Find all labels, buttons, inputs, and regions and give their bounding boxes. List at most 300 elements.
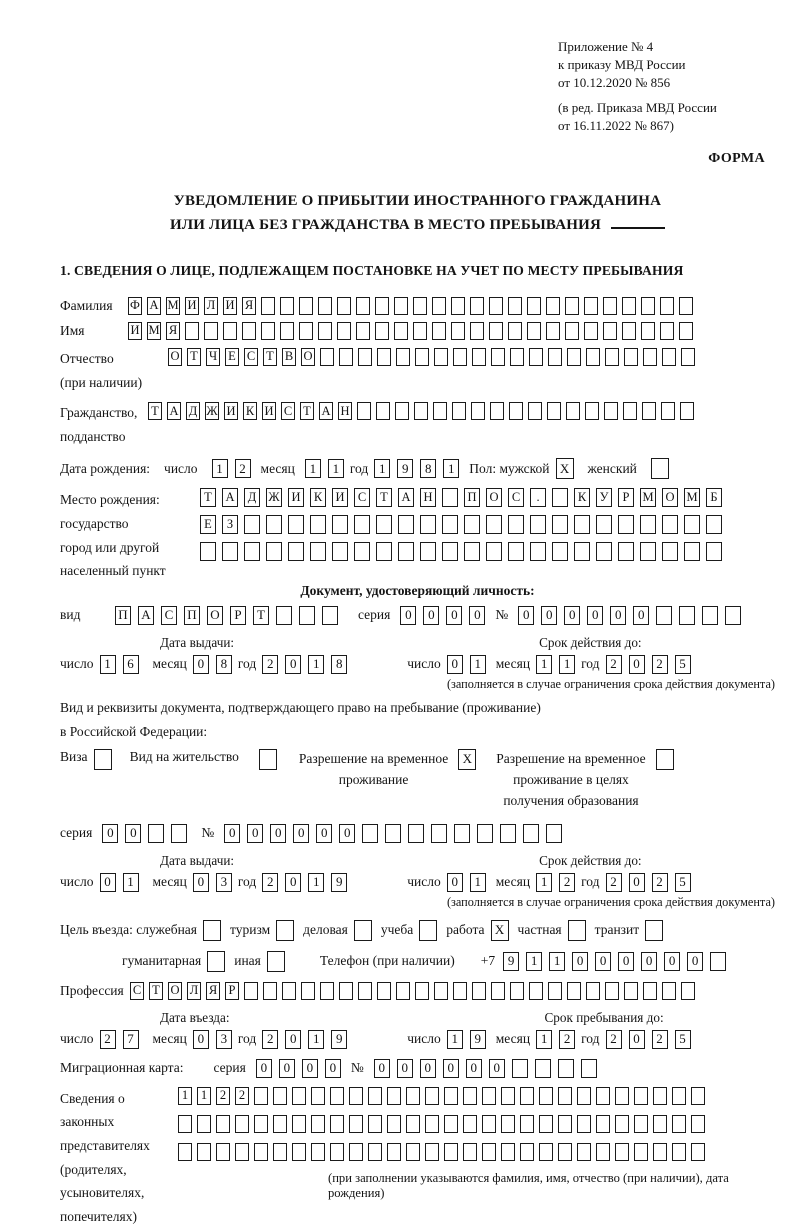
char-cell[interactable] bbox=[520, 1143, 534, 1161]
char-cell[interactable]: 2 bbox=[262, 873, 278, 892]
char-cell[interactable] bbox=[605, 348, 619, 366]
permit-expiry-month-input[interactable] bbox=[536, 873, 575, 892]
char-cell[interactable] bbox=[254, 1115, 268, 1133]
char-cell[interactable] bbox=[622, 322, 636, 340]
char-cell[interactable]: 2 bbox=[235, 1087, 249, 1105]
char-cell[interactable] bbox=[523, 824, 539, 843]
representatives-line2-input[interactable] bbox=[178, 1115, 705, 1133]
entry-year-input[interactable] bbox=[262, 1030, 347, 1049]
birth-place-line2-input[interactable] bbox=[200, 515, 722, 534]
permit-issue-month-input[interactable] bbox=[193, 873, 232, 892]
char-cell[interactable]: К bbox=[243, 402, 257, 420]
char-cell[interactable]: 0 bbox=[339, 824, 355, 843]
char-cell[interactable] bbox=[510, 982, 524, 1000]
char-cell[interactable]: С bbox=[244, 348, 258, 366]
char-cell[interactable]: Л bbox=[187, 982, 201, 1000]
char-cell[interactable] bbox=[653, 1143, 667, 1161]
char-cell[interactable] bbox=[452, 402, 466, 420]
char-cell[interactable] bbox=[585, 402, 599, 420]
char-cell[interactable] bbox=[356, 322, 370, 340]
char-cell[interactable]: 0 bbox=[193, 655, 209, 674]
char-cell[interactable]: С bbox=[354, 488, 370, 507]
char-cell[interactable] bbox=[634, 1115, 648, 1133]
char-cell[interactable] bbox=[470, 297, 484, 315]
residence-permit-checkbox[interactable] bbox=[259, 749, 277, 770]
char-cell[interactable] bbox=[548, 348, 562, 366]
char-cell[interactable] bbox=[332, 542, 348, 561]
char-cell[interactable]: 9 bbox=[331, 873, 347, 892]
char-cell[interactable] bbox=[710, 952, 726, 971]
char-cell[interactable]: Ф bbox=[128, 297, 142, 315]
stay-day-input[interactable] bbox=[447, 1030, 486, 1049]
char-cell[interactable]: 2 bbox=[606, 655, 622, 674]
char-cell[interactable] bbox=[640, 542, 656, 561]
char-cell[interactable] bbox=[547, 402, 561, 420]
char-cell[interactable] bbox=[337, 322, 351, 340]
char-cell[interactable]: 7 bbox=[123, 1030, 139, 1049]
char-cell[interactable] bbox=[546, 824, 562, 843]
char-cell[interactable] bbox=[354, 542, 370, 561]
char-cell[interactable]: 1 bbox=[197, 1087, 211, 1105]
char-cell[interactable] bbox=[691, 1143, 705, 1161]
char-cell[interactable]: 9 bbox=[503, 952, 519, 971]
char-cell[interactable]: 8 bbox=[216, 655, 232, 674]
char-cell[interactable]: 1 bbox=[100, 655, 116, 674]
char-cell[interactable] bbox=[490, 402, 504, 420]
char-cell[interactable]: Т bbox=[253, 606, 269, 625]
char-cell[interactable]: 0 bbox=[325, 1059, 341, 1078]
char-cell[interactable] bbox=[681, 982, 695, 1000]
char-cell[interactable]: М bbox=[640, 488, 656, 507]
char-cell[interactable] bbox=[642, 402, 656, 420]
char-cell[interactable]: Я bbox=[206, 982, 220, 1000]
char-cell[interactable]: 0 bbox=[270, 824, 286, 843]
id-expiry-day-input[interactable] bbox=[447, 655, 486, 674]
birth-day-input[interactable] bbox=[212, 459, 251, 478]
char-cell[interactable] bbox=[425, 1143, 439, 1161]
char-cell[interactable]: 1 bbox=[559, 655, 575, 674]
char-cell[interactable]: Т bbox=[187, 348, 201, 366]
purpose-official-checkbox[interactable] bbox=[203, 920, 221, 941]
char-cell[interactable] bbox=[463, 1115, 477, 1133]
char-cell[interactable] bbox=[489, 297, 503, 315]
char-cell[interactable] bbox=[292, 1143, 306, 1161]
char-cell[interactable]: 0 bbox=[316, 824, 332, 843]
char-cell[interactable]: 0 bbox=[633, 606, 649, 625]
char-cell[interactable]: 0 bbox=[247, 824, 263, 843]
char-cell[interactable] bbox=[376, 515, 392, 534]
char-cell[interactable] bbox=[584, 322, 598, 340]
char-cell[interactable] bbox=[574, 542, 590, 561]
char-cell[interactable] bbox=[463, 1143, 477, 1161]
char-cell[interactable] bbox=[434, 348, 448, 366]
char-cell[interactable]: 1 bbox=[308, 873, 324, 892]
char-cell[interactable] bbox=[546, 322, 560, 340]
char-cell[interactable]: А bbox=[167, 402, 181, 420]
char-cell[interactable]: Т bbox=[300, 402, 314, 420]
char-cell[interactable] bbox=[204, 322, 218, 340]
char-cell[interactable] bbox=[377, 348, 391, 366]
char-cell[interactable]: 1 bbox=[536, 873, 552, 892]
char-cell[interactable]: 2 bbox=[559, 873, 575, 892]
char-cell[interactable]: 2 bbox=[100, 1030, 116, 1049]
char-cell[interactable]: 2 bbox=[262, 655, 278, 674]
id-number-input[interactable] bbox=[518, 606, 741, 625]
char-cell[interactable] bbox=[618, 515, 634, 534]
surname-input[interactable] bbox=[128, 297, 693, 315]
purpose-other-checkbox[interactable] bbox=[267, 951, 285, 972]
char-cell[interactable]: П bbox=[464, 488, 480, 507]
char-cell[interactable] bbox=[420, 515, 436, 534]
char-cell[interactable] bbox=[662, 982, 676, 1000]
char-cell[interactable]: У bbox=[596, 488, 612, 507]
char-cell[interactable] bbox=[442, 488, 458, 507]
id-expiry-month-input[interactable] bbox=[536, 655, 575, 674]
entry-month-input[interactable] bbox=[193, 1030, 232, 1049]
char-cell[interactable]: 8 bbox=[420, 459, 436, 478]
char-cell[interactable]: Е bbox=[200, 515, 216, 534]
char-cell[interactable] bbox=[566, 402, 580, 420]
char-cell[interactable] bbox=[398, 515, 414, 534]
char-cell[interactable] bbox=[408, 824, 424, 843]
char-cell[interactable] bbox=[356, 297, 370, 315]
char-cell[interactable]: 2 bbox=[652, 655, 668, 674]
stay-year-input[interactable] bbox=[606, 1030, 691, 1049]
char-cell[interactable] bbox=[641, 322, 655, 340]
char-cell[interactable] bbox=[368, 1143, 382, 1161]
char-cell[interactable]: 0 bbox=[279, 1059, 295, 1078]
char-cell[interactable] bbox=[702, 606, 718, 625]
char-cell[interactable] bbox=[299, 606, 315, 625]
char-cell[interactable]: 2 bbox=[606, 1030, 622, 1049]
char-cell[interactable] bbox=[660, 297, 674, 315]
char-cell[interactable] bbox=[434, 982, 448, 1000]
char-cell[interactable] bbox=[394, 322, 408, 340]
purpose-work-checkbox[interactable]: X bbox=[491, 920, 509, 941]
char-cell[interactable] bbox=[349, 1087, 363, 1105]
char-cell[interactable]: Я bbox=[242, 297, 256, 315]
char-cell[interactable]: О bbox=[168, 982, 182, 1000]
char-cell[interactable] bbox=[330, 1087, 344, 1105]
char-cell[interactable] bbox=[661, 402, 675, 420]
char-cell[interactable] bbox=[640, 515, 656, 534]
char-cell[interactable] bbox=[567, 982, 581, 1000]
profession-input[interactable] bbox=[130, 982, 695, 1000]
char-cell[interactable]: А bbox=[138, 606, 154, 625]
char-cell[interactable]: Т bbox=[376, 488, 392, 507]
char-cell[interactable] bbox=[615, 1115, 629, 1133]
char-cell[interactable]: 0 bbox=[541, 606, 557, 625]
char-cell[interactable]: 0 bbox=[443, 1059, 459, 1078]
permit-series-input[interactable] bbox=[102, 824, 187, 843]
char-cell[interactable]: 0 bbox=[293, 824, 309, 843]
char-cell[interactable] bbox=[605, 982, 619, 1000]
char-cell[interactable]: 0 bbox=[285, 873, 301, 892]
char-cell[interactable] bbox=[552, 488, 568, 507]
char-cell[interactable]: И bbox=[128, 322, 142, 340]
char-cell[interactable]: С bbox=[130, 982, 144, 1000]
char-cell[interactable] bbox=[216, 1115, 230, 1133]
char-cell[interactable]: 0 bbox=[664, 952, 680, 971]
char-cell[interactable] bbox=[624, 982, 638, 1000]
char-cell[interactable] bbox=[586, 982, 600, 1000]
char-cell[interactable]: 5 bbox=[675, 655, 691, 674]
char-cell[interactable]: 1 bbox=[549, 952, 565, 971]
char-cell[interactable] bbox=[339, 348, 353, 366]
char-cell[interactable] bbox=[311, 1087, 325, 1105]
char-cell[interactable]: 1 bbox=[447, 1030, 463, 1049]
char-cell[interactable] bbox=[415, 982, 429, 1000]
char-cell[interactable] bbox=[491, 982, 505, 1000]
char-cell[interactable] bbox=[276, 606, 292, 625]
char-cell[interactable] bbox=[454, 824, 470, 843]
char-cell[interactable]: О bbox=[168, 348, 182, 366]
char-cell[interactable]: 0 bbox=[302, 1059, 318, 1078]
char-cell[interactable]: 8 bbox=[331, 655, 347, 674]
char-cell[interactable] bbox=[301, 982, 315, 1000]
char-cell[interactable] bbox=[406, 1115, 420, 1133]
char-cell[interactable]: 0 bbox=[285, 655, 301, 674]
permit-expiry-year-input[interactable] bbox=[606, 873, 691, 892]
char-cell[interactable] bbox=[444, 1115, 458, 1133]
char-cell[interactable] bbox=[244, 542, 260, 561]
char-cell[interactable] bbox=[385, 824, 401, 843]
char-cell[interactable] bbox=[548, 982, 562, 1000]
char-cell[interactable] bbox=[653, 1087, 667, 1105]
char-cell[interactable] bbox=[415, 348, 429, 366]
char-cell[interactable] bbox=[292, 1115, 306, 1133]
char-cell[interactable] bbox=[546, 297, 560, 315]
char-cell[interactable] bbox=[453, 348, 467, 366]
doc-type-input[interactable] bbox=[115, 606, 338, 625]
char-cell[interactable] bbox=[244, 982, 258, 1000]
char-cell[interactable] bbox=[486, 542, 502, 561]
char-cell[interactable]: 0 bbox=[629, 873, 645, 892]
char-cell[interactable] bbox=[320, 982, 334, 1000]
char-cell[interactable] bbox=[349, 1115, 363, 1133]
char-cell[interactable]: В bbox=[282, 348, 296, 366]
char-cell[interactable]: 0 bbox=[572, 952, 588, 971]
char-cell[interactable] bbox=[358, 982, 372, 1000]
char-cell[interactable] bbox=[529, 982, 543, 1000]
char-cell[interactable] bbox=[387, 1143, 401, 1161]
char-cell[interactable]: 1 bbox=[212, 459, 228, 478]
char-cell[interactable]: 3 bbox=[216, 873, 232, 892]
char-cell[interactable] bbox=[244, 515, 260, 534]
char-cell[interactable]: 0 bbox=[420, 1059, 436, 1078]
given-name-input[interactable] bbox=[128, 322, 693, 340]
char-cell[interactable] bbox=[558, 1115, 572, 1133]
char-cell[interactable] bbox=[332, 515, 348, 534]
char-cell[interactable] bbox=[615, 1143, 629, 1161]
char-cell[interactable] bbox=[377, 982, 391, 1000]
char-cell[interactable]: О bbox=[662, 488, 678, 507]
char-cell[interactable]: К bbox=[574, 488, 590, 507]
char-cell[interactable] bbox=[725, 606, 741, 625]
char-cell[interactable]: 2 bbox=[559, 1030, 575, 1049]
id-series-input[interactable] bbox=[400, 606, 485, 625]
char-cell[interactable]: И bbox=[223, 297, 237, 315]
char-cell[interactable] bbox=[530, 515, 546, 534]
char-cell[interactable]: 2 bbox=[216, 1087, 230, 1105]
char-cell[interactable]: 0 bbox=[285, 1030, 301, 1049]
char-cell[interactable]: П bbox=[184, 606, 200, 625]
purpose-transit-checkbox[interactable] bbox=[645, 920, 663, 941]
char-cell[interactable] bbox=[432, 297, 446, 315]
char-cell[interactable] bbox=[706, 542, 722, 561]
char-cell[interactable] bbox=[530, 542, 546, 561]
char-cell[interactable]: 2 bbox=[606, 873, 622, 892]
char-cell[interactable]: 0 bbox=[469, 606, 485, 625]
char-cell[interactable] bbox=[512, 1059, 528, 1078]
char-cell[interactable] bbox=[662, 515, 678, 534]
char-cell[interactable] bbox=[656, 606, 672, 625]
char-cell[interactable] bbox=[358, 348, 372, 366]
char-cell[interactable] bbox=[501, 1087, 515, 1105]
char-cell[interactable]: С bbox=[161, 606, 177, 625]
char-cell[interactable] bbox=[254, 1087, 268, 1105]
char-cell[interactable] bbox=[442, 542, 458, 561]
char-cell[interactable] bbox=[706, 515, 722, 534]
char-cell[interactable]: 0 bbox=[447, 873, 463, 892]
char-cell[interactable]: И bbox=[288, 488, 304, 507]
char-cell[interactable] bbox=[581, 1059, 597, 1078]
visa-checkbox[interactable] bbox=[94, 749, 112, 770]
char-cell[interactable] bbox=[318, 322, 332, 340]
char-cell[interactable]: И bbox=[185, 297, 199, 315]
char-cell[interactable] bbox=[596, 1143, 610, 1161]
char-cell[interactable]: Е bbox=[225, 348, 239, 366]
char-cell[interactable]: Ж bbox=[266, 488, 282, 507]
char-cell[interactable]: Ч bbox=[206, 348, 220, 366]
char-cell[interactable] bbox=[444, 1087, 458, 1105]
purpose-study-checkbox[interactable] bbox=[419, 920, 437, 941]
char-cell[interactable] bbox=[453, 982, 467, 1000]
migration-card-series-input[interactable] bbox=[256, 1059, 341, 1078]
char-cell[interactable]: А bbox=[147, 297, 161, 315]
stay-month-input[interactable] bbox=[536, 1030, 575, 1049]
sex-female-checkbox[interactable] bbox=[651, 458, 669, 479]
char-cell[interactable] bbox=[420, 542, 436, 561]
char-cell[interactable]: Д bbox=[244, 488, 260, 507]
char-cell[interactable] bbox=[491, 348, 505, 366]
char-cell[interactable] bbox=[567, 348, 581, 366]
char-cell[interactable] bbox=[565, 297, 579, 315]
char-cell[interactable] bbox=[254, 1143, 268, 1161]
char-cell[interactable]: 0 bbox=[100, 873, 116, 892]
citizenship-input[interactable] bbox=[148, 402, 694, 420]
char-cell[interactable]: А bbox=[319, 402, 333, 420]
representatives-line3-input[interactable] bbox=[178, 1143, 705, 1161]
char-cell[interactable]: Б bbox=[706, 488, 722, 507]
char-cell[interactable] bbox=[634, 1143, 648, 1161]
char-cell[interactable] bbox=[387, 1087, 401, 1105]
char-cell[interactable] bbox=[432, 322, 446, 340]
char-cell[interactable] bbox=[222, 542, 238, 561]
char-cell[interactable] bbox=[330, 1115, 344, 1133]
char-cell[interactable] bbox=[672, 1115, 686, 1133]
char-cell[interactable] bbox=[535, 1059, 551, 1078]
char-cell[interactable] bbox=[539, 1087, 553, 1105]
char-cell[interactable]: 0 bbox=[224, 824, 240, 843]
char-cell[interactable]: 1 bbox=[536, 1030, 552, 1049]
birth-place-line1-input[interactable] bbox=[200, 488, 722, 507]
char-cell[interactable] bbox=[464, 515, 480, 534]
char-cell[interactable]: Д bbox=[186, 402, 200, 420]
char-cell[interactable] bbox=[477, 824, 493, 843]
char-cell[interactable] bbox=[558, 1143, 572, 1161]
char-cell[interactable] bbox=[357, 402, 371, 420]
char-cell[interactable] bbox=[310, 542, 326, 561]
char-cell[interactable]: 1 bbox=[536, 655, 552, 674]
purpose-business-checkbox[interactable] bbox=[354, 920, 372, 941]
char-cell[interactable]: 0 bbox=[397, 1059, 413, 1078]
char-cell[interactable]: 1 bbox=[470, 873, 486, 892]
char-cell[interactable]: 9 bbox=[470, 1030, 486, 1049]
char-cell[interactable] bbox=[489, 322, 503, 340]
char-cell[interactable] bbox=[622, 297, 636, 315]
char-cell[interactable]: Т bbox=[148, 402, 162, 420]
char-cell[interactable] bbox=[618, 542, 634, 561]
char-cell[interactable]: 9 bbox=[397, 459, 413, 478]
char-cell[interactable] bbox=[261, 322, 275, 340]
char-cell[interactable] bbox=[171, 824, 187, 843]
char-cell[interactable] bbox=[552, 542, 568, 561]
char-cell[interactable] bbox=[679, 606, 695, 625]
char-cell[interactable] bbox=[330, 1143, 344, 1161]
char-cell[interactable]: 0 bbox=[518, 606, 534, 625]
char-cell[interactable] bbox=[472, 982, 486, 1000]
char-cell[interactable] bbox=[451, 297, 465, 315]
char-cell[interactable] bbox=[501, 1143, 515, 1161]
char-cell[interactable]: 0 bbox=[641, 952, 657, 971]
char-cell[interactable] bbox=[604, 402, 618, 420]
char-cell[interactable] bbox=[216, 1143, 230, 1161]
char-cell[interactable] bbox=[634, 1087, 648, 1105]
char-cell[interactable]: 0 bbox=[618, 952, 634, 971]
char-cell[interactable]: 0 bbox=[687, 952, 703, 971]
char-cell[interactable] bbox=[197, 1143, 211, 1161]
char-cell[interactable] bbox=[185, 322, 199, 340]
patronymic-input[interactable] bbox=[168, 348, 695, 366]
permit-issue-day-input[interactable] bbox=[100, 873, 139, 892]
char-cell[interactable]: Т bbox=[263, 348, 277, 366]
char-cell[interactable] bbox=[680, 402, 694, 420]
char-cell[interactable] bbox=[471, 402, 485, 420]
char-cell[interactable] bbox=[413, 322, 427, 340]
char-cell[interactable] bbox=[520, 1087, 534, 1105]
char-cell[interactable] bbox=[482, 1115, 496, 1133]
char-cell[interactable]: А bbox=[222, 488, 238, 507]
char-cell[interactable] bbox=[197, 1115, 211, 1133]
char-cell[interactable] bbox=[520, 1115, 534, 1133]
char-cell[interactable] bbox=[311, 1115, 325, 1133]
char-cell[interactable] bbox=[431, 824, 447, 843]
char-cell[interactable]: О bbox=[207, 606, 223, 625]
char-cell[interactable] bbox=[681, 348, 695, 366]
char-cell[interactable] bbox=[586, 348, 600, 366]
char-cell[interactable] bbox=[672, 1143, 686, 1161]
char-cell[interactable]: 0 bbox=[423, 606, 439, 625]
char-cell[interactable]: С bbox=[281, 402, 295, 420]
char-cell[interactable] bbox=[679, 322, 693, 340]
char-cell[interactable]: 2 bbox=[262, 1030, 278, 1049]
char-cell[interactable]: А bbox=[398, 488, 414, 507]
char-cell[interactable] bbox=[623, 402, 637, 420]
char-cell[interactable] bbox=[425, 1087, 439, 1105]
char-cell[interactable] bbox=[235, 1143, 249, 1161]
birth-month-input[interactable] bbox=[305, 459, 344, 478]
